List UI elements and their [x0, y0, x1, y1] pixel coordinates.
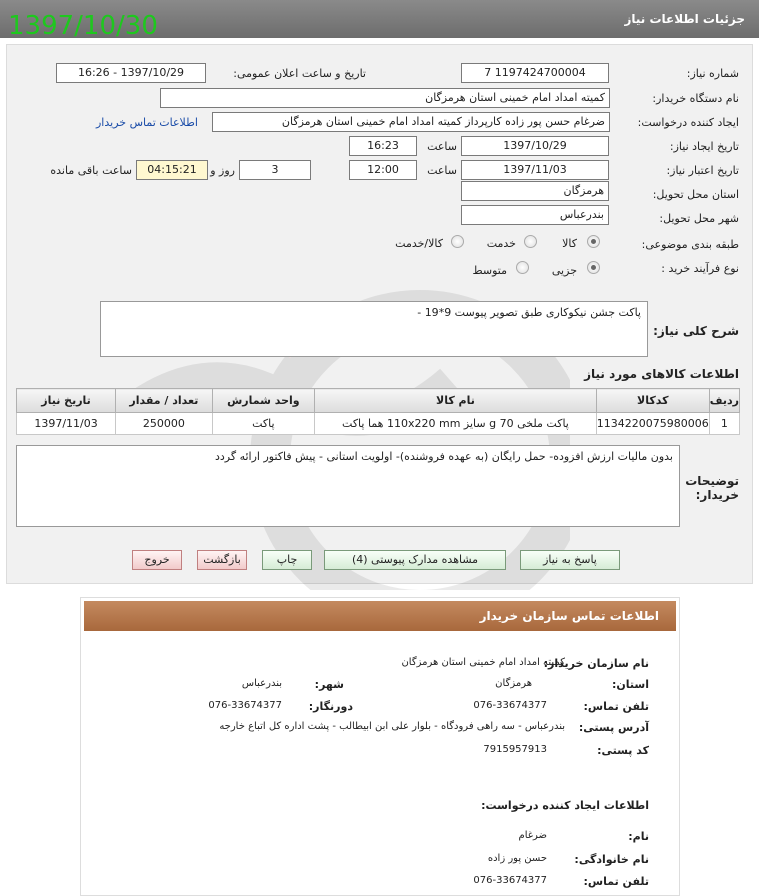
- contact-province: هرمزگان: [495, 678, 532, 689]
- summary-text: پاکت جشن نیکوکاری طبق تصویر پیوست 9*19 -: [100, 301, 648, 357]
- contact-city-label: شهر:: [314, 678, 344, 691]
- col-code: کدکالا: [596, 389, 709, 413]
- items-table: [16, 388, 740, 435]
- buyer-contact-link[interactable]: اطلاعات تماس خریدار: [96, 116, 198, 129]
- col-name: نام کالا: [315, 389, 597, 413]
- remaining-time-field: 04:15:21: [136, 160, 208, 180]
- category-label: طبقه بندی موضوعی:: [641, 238, 739, 251]
- cell-date: 1397/11/03: [17, 413, 116, 435]
- province-label: استان محل تحویل:: [652, 188, 739, 201]
- items-title: اطلاعات کالاهای مورد نیاز: [584, 367, 739, 381]
- creator-field: ضرغام حسن پور زاده کارپرداز کمیته امداد امام خمینی استان هرمزگان: [212, 112, 610, 132]
- city-field: بندرعباس: [461, 205, 609, 225]
- category-option-service: خدمت: [486, 237, 516, 250]
- create-time-field: 16:23: [349, 136, 417, 156]
- creator-phone-label: تلفن تماس:: [583, 875, 649, 888]
- creator-last-name: حسن پور زاده: [487, 853, 547, 864]
- need-number-field: 1197424700004 7: [461, 63, 609, 83]
- table-row: [17, 413, 740, 435]
- buyer-notes-label: توضیحات خریدار:: [685, 474, 739, 502]
- creator-last-name-label: نام خانوادگی:: [574, 853, 649, 866]
- exit-button[interactable]: خروج: [132, 550, 182, 570]
- contact-panel: [80, 597, 680, 896]
- announce-field: 1397/10/29 - 16:26: [56, 63, 206, 83]
- col-date: تاریخ نیاز: [17, 389, 116, 413]
- creator-label: ایجاد کننده درخواست:: [637, 116, 739, 129]
- cell-name: پاکت ملخی 70 g سایز 110x220 mm هما پاکت: [315, 413, 597, 435]
- create-time-label: ساعت: [427, 140, 457, 153]
- reply-button[interactable]: پاسخ به نیاز: [520, 550, 620, 570]
- category-option-goods: کالا: [562, 237, 577, 250]
- contact-address: بندرعباس - سه راهی فرودگاه - بلوار علی ابن ابیطالب - پشت اداره کل اتباع خارجه: [219, 721, 565, 732]
- contact-org-label: نام سازمان خریدار:: [543, 657, 649, 670]
- cell-row: 1: [709, 413, 739, 435]
- validity-time-label: ساعت: [427, 164, 457, 177]
- contact-address-label: آدرس پستی:: [578, 721, 649, 734]
- process-label: نوع فرآیند خرید :: [661, 262, 739, 275]
- buyer-notes-text: بدون مالیات ارزش افزوده- حمل رایگان (به عهده فروشنده)- اولویت استانی - پیش فاکتور ارائه گردد: [16, 445, 680, 527]
- contact-province-label: استان:: [612, 678, 649, 691]
- contact-city: بندرعباس: [241, 678, 282, 689]
- create-date-field: 1397/10/29: [461, 136, 609, 156]
- summary-label: شرح کلی نیاز:: [653, 324, 739, 338]
- col-row: ردیف: [709, 389, 739, 413]
- creator-first-name: ضرغام: [518, 830, 547, 841]
- col-qty: تعداد / مقدار: [116, 389, 213, 413]
- page-title: جزئیات اطلاعات نیاز: [624, 12, 745, 26]
- category-radio-service[interactable]: [524, 235, 537, 248]
- remaining-label: ساعت باقی مانده: [50, 164, 132, 177]
- cell-unit: پاکت: [212, 413, 314, 435]
- cell-code: 1134220075980006: [596, 413, 709, 435]
- date-overlay: 1397/10/30: [8, 11, 158, 41]
- need-number-label: شماره نیاز:: [686, 67, 739, 80]
- contact-title: اطلاعات تماس سازمان خریدار: [479, 609, 659, 623]
- print-button[interactable]: چاپ: [262, 550, 312, 570]
- category-radio-goods[interactable]: [587, 235, 600, 248]
- process-option-medium: متوسط: [472, 264, 507, 277]
- process-radio-medium[interactable]: [516, 261, 529, 274]
- validity-time-field: 12:00: [349, 160, 417, 180]
- contact-phone: 076-33674377: [473, 700, 547, 711]
- contact-fax: 076-33674377: [208, 700, 282, 711]
- category-radio-both[interactable]: [451, 235, 464, 248]
- view-docs-button[interactable]: مشاهده مدارک پیوستی (4): [324, 550, 506, 570]
- col-unit: واحد شمارش: [212, 389, 314, 413]
- creator-phone: 076-33674377: [473, 875, 547, 886]
- create-date-label: تاریخ ایجاد نیاز:: [669, 140, 739, 153]
- contact-org: کمیته امداد امام خمینی استان هرمزگان: [401, 657, 565, 668]
- process-radio-minor[interactable]: [587, 261, 600, 274]
- announce-label: تاریخ و ساعت اعلان عمومی:: [233, 67, 366, 80]
- creator-section-title: اطلاعات ایجاد کننده درخواست:: [481, 799, 649, 812]
- contact-phone-label: تلفن تماس:: [583, 700, 649, 713]
- cell-qty: 250000: [116, 413, 213, 435]
- process-option-minor: جزیی: [551, 264, 577, 277]
- validity-label: تاریخ اعتبار نیاز:: [666, 164, 739, 177]
- creator-first-name-label: نام:: [628, 830, 649, 843]
- category-option-both: کالا/خدمت: [395, 237, 443, 250]
- contact-fax-label: دورنگار:: [308, 700, 353, 713]
- province-field: هرمزگان: [461, 181, 609, 201]
- buyer-org-label: نام دستگاه خریدار:: [652, 92, 739, 105]
- days-label: روز و: [210, 164, 235, 177]
- back-button[interactable]: بازگشت: [197, 550, 247, 570]
- validity-date-field: 1397/11/03: [461, 160, 609, 180]
- contact-postal: 7915957913: [483, 744, 547, 755]
- contact-postal-label: کد پستی:: [597, 744, 649, 757]
- days-field: 3: [239, 160, 311, 180]
- buyer-org-field: کمیته امداد امام خمینی استان هرمزگان: [160, 88, 610, 108]
- city-label: شهر محل تحویل:: [659, 212, 739, 225]
